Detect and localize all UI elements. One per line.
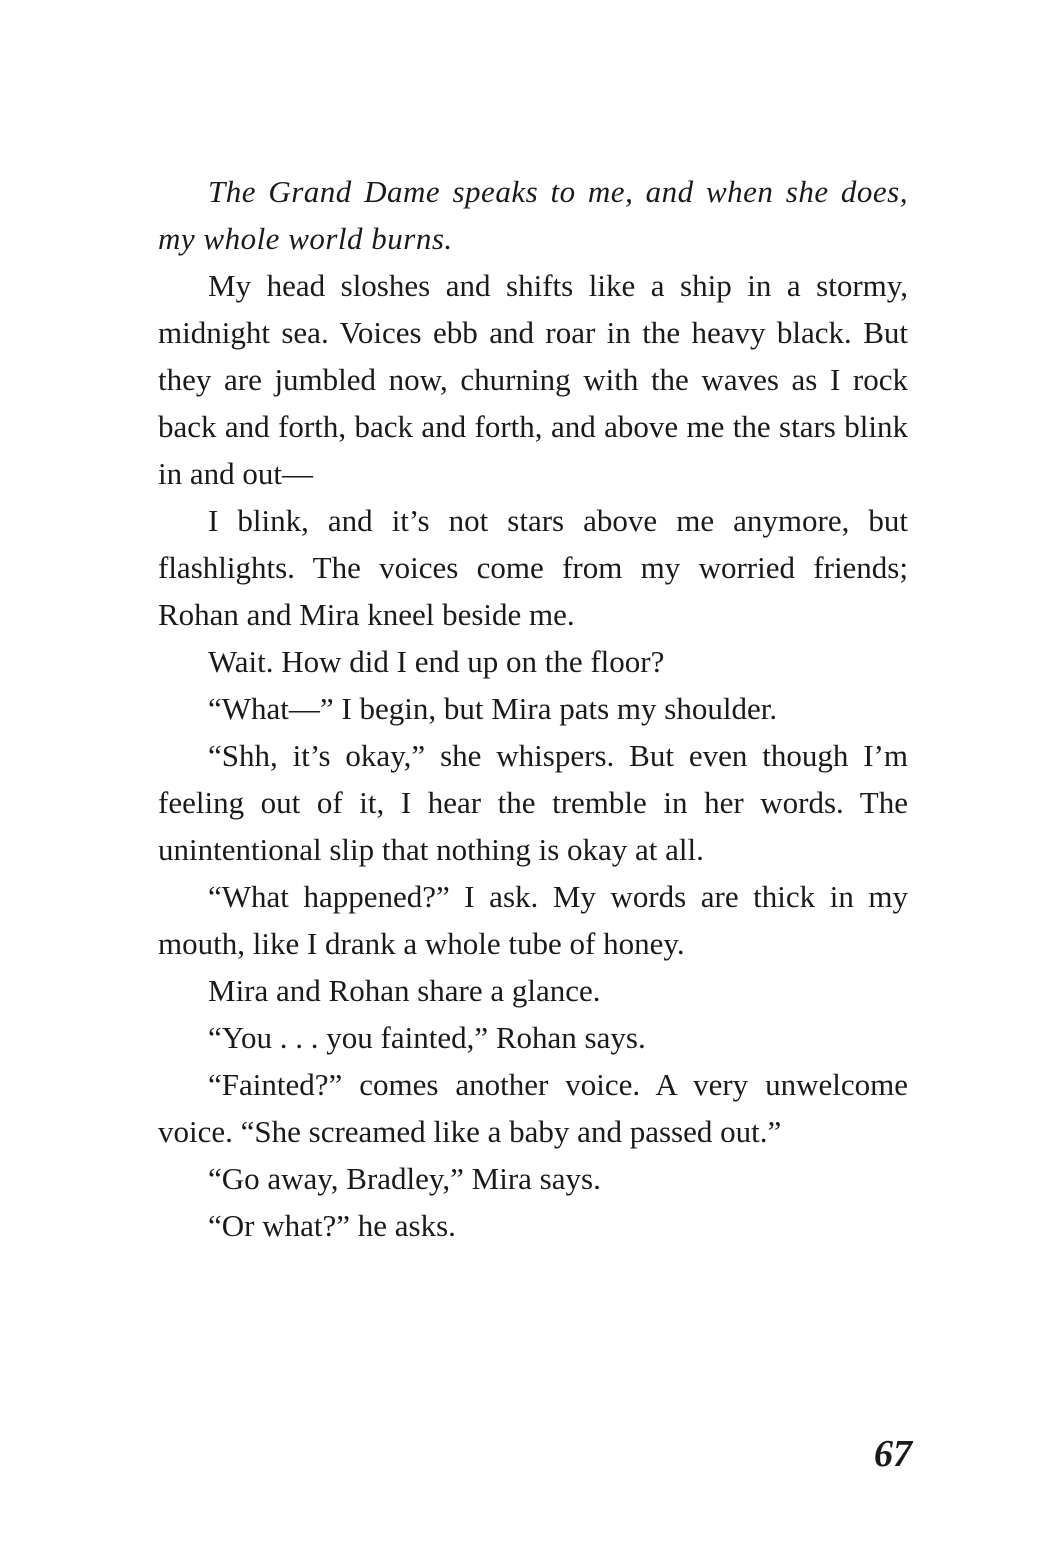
paragraph: “Shh, it’s okay,” she whispers. But even though I’m feeling out of it, I hear the tremble in her words. The unintentional slip that nothing is okay at all. bbox=[158, 738, 908, 867]
paragraph: “You . . . you fainted,” Rohan says. bbox=[208, 1020, 646, 1055]
paragraph: “What—” I begin, but Mira pats my shoulder. bbox=[208, 691, 778, 726]
paragraph: My head sloshes and shifts like a ship in a stormy, midnight sea. Voices ebb and roar in the heavy black. But they are jumbled now, churning with the waves as I rock back and forth, back and forth, and above me the stars blink in and out— bbox=[158, 268, 908, 491]
paragraph: “Fainted?” comes another voice. A very unwelcome voice. “She screamed like a baby and passed out.” bbox=[158, 1067, 908, 1149]
paragraph: “What happened?” I ask. My words are thick in my mouth, like I drank a whole tube of honey. bbox=[158, 879, 908, 961]
body-text bbox=[158, 168, 908, 1249]
paragraph: Mira and Rohan share a glance. bbox=[208, 973, 601, 1008]
paragraph: “Go away, Bradley,” Mira says. bbox=[208, 1161, 601, 1196]
page-number: 67 bbox=[874, 1433, 912, 1475]
italic-paragraph: The Grand Dame speaks to me, and when she does, my whole world burns. bbox=[158, 174, 908, 256]
paragraph: “Or what?” he asks. bbox=[208, 1208, 456, 1243]
paragraph: I blink, and it’s not stars above me anymore, but flashlights. The voices come from my worried friends; Rohan and Mira kneel beside me. bbox=[158, 503, 908, 632]
paragraph: Wait. How did I end up on the floor? bbox=[208, 644, 665, 679]
